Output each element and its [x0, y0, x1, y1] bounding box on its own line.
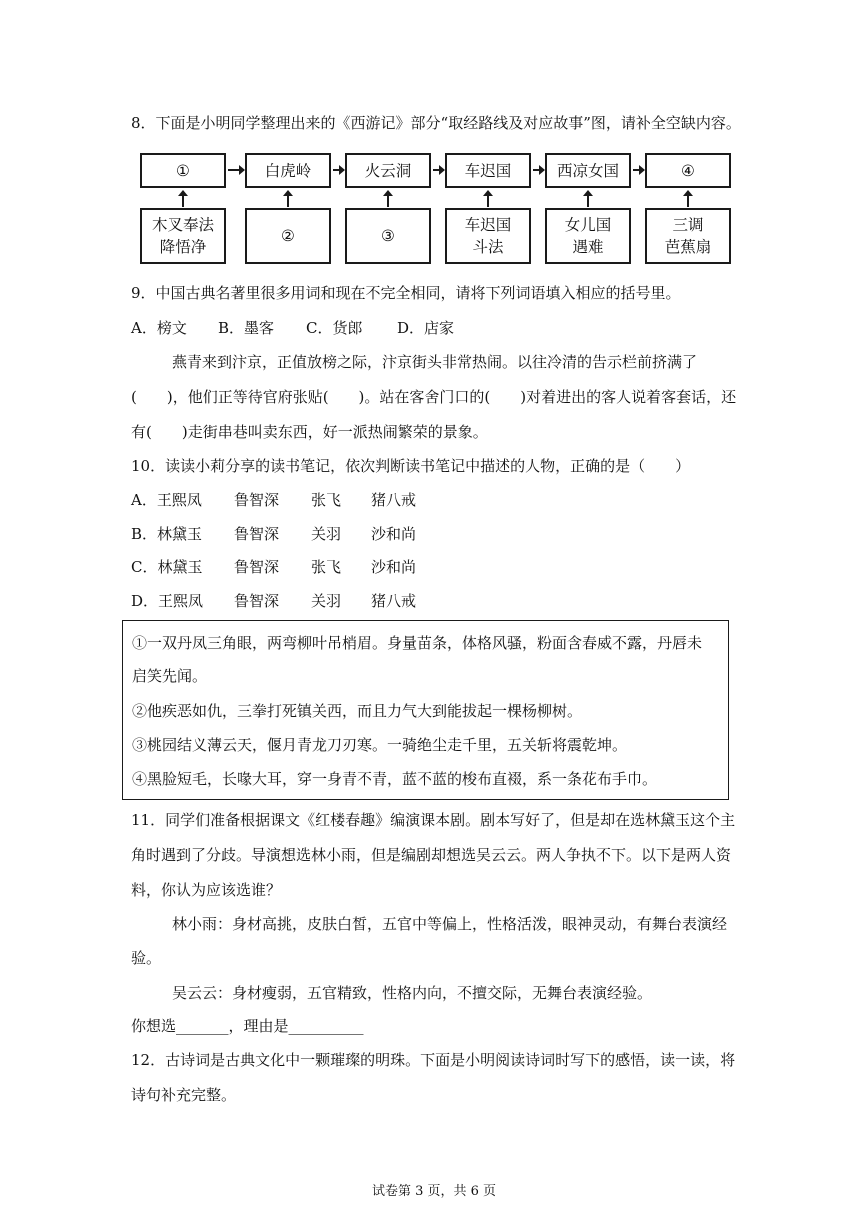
- route-arrow: [633, 169, 644, 171]
- option-name: 关羽: [311, 592, 342, 610]
- q11-text: 料，你认为应该选谁？: [131, 881, 282, 899]
- story-arrow: [487, 193, 489, 207]
- q11-answer-blank: 你想选_______，理由是__________: [131, 1017, 364, 1035]
- reading-note-line: ①一双丹凤三角眼，两弯柳叶吊梢眉。身量苗条，体格风骚，粉面含春威不露，丹唇未: [132, 634, 703, 652]
- option-name: 鲁智深: [234, 491, 280, 509]
- story-box-6: [645, 208, 731, 264]
- story-box-4: [445, 208, 531, 264]
- story-box-6-line1: 三调: [672, 216, 704, 234]
- option-name: 猪八戒: [371, 491, 417, 509]
- route-arrow: [333, 169, 344, 171]
- story-box-5-line1: 女儿国: [564, 216, 612, 234]
- option-label: C．林黛玉: [131, 558, 203, 576]
- option-label: D．王熙凤: [131, 592, 204, 610]
- q12-text: 12．古诗词是古典文化中一颗璀璨的明珠。下面是小明阅读诗词时写下的感悟，读一读，将: [131, 1051, 736, 1069]
- q9-option-b: B．墨客: [218, 319, 275, 337]
- q9-option-a: A．榜文: [131, 319, 187, 337]
- route-arrow: [228, 169, 244, 171]
- q11-profile-1-cont: 验。: [131, 949, 162, 967]
- reading-note-line: ③桃园结义薄云天，偃月青龙刀刃寒。一骑绝尘走千里，五关斩将震乾坤。: [132, 736, 628, 754]
- story-arrow: [687, 193, 689, 207]
- story-box-4-line1: 车迟国: [464, 216, 512, 234]
- story-box-5-line2: 遇难: [572, 238, 604, 256]
- q8-text: 8．下面是小明同学整理出来的《西游记》部分“取经路线及对应故事”图，请补全空缺内容。: [131, 114, 741, 132]
- q9-option-d: D．店家: [397, 319, 455, 337]
- story-box-1: [140, 208, 226, 264]
- option-name: 张飞: [311, 491, 342, 509]
- q9-passage-line: 燕青来到汴京，正值放榜之际，汴京街头非常热闹。以往冷清的告示栏前挤满了: [172, 353, 698, 371]
- q11-profile-2: 吴云云：身材瘦弱，五官精致，性格内向，不擅交际，无舞台表演经验。: [172, 984, 653, 1002]
- page-footer: 试卷第 3 页，共 6 页: [371, 1184, 497, 1199]
- story-box-5: [545, 208, 631, 264]
- option-name: 沙和尚: [371, 525, 417, 543]
- q9-passage-line: ( )，他们正等待官府张贴( )。站在客舍门口的( )对着进出的客人说着客套话，还: [131, 388, 737, 406]
- option-name: 鲁智深: [234, 592, 280, 610]
- story-box-6-line2: 芭蕉扇: [664, 238, 712, 256]
- option-name: 猪八戒: [371, 592, 417, 610]
- story-arrow: [287, 193, 289, 207]
- option-name: 鲁智深: [234, 558, 280, 576]
- reading-note-line: ④黑脸短毛，长喙大耳，穿一身青不青，蓝不蓝的梭布直裰，系一条花布手巾。: [132, 770, 658, 788]
- q11-text: 11．同学们准备根据课文《红楼春趣》编演课本剧。剧本写好了，但是却在选林黛玉这个主: [131, 811, 736, 829]
- q12-text: 诗句补充完整。: [131, 1086, 237, 1104]
- q10-text: 10．读读小莉分享的读书笔记，依次判断读书笔记中描述的人物，正确的是（ ）: [131, 457, 691, 475]
- route-box-3: 火云洞: [345, 153, 431, 188]
- q11-profile-1: 林小雨：身材高挑，皮肤白皙，五官中等偏上，性格活泼，眼神灵动，有舞台表演经: [172, 915, 728, 933]
- q9-text: 9．中国古典名著里很多用词和现在不完全相同，请将下列词语填入相应的括号里。: [131, 284, 681, 302]
- story-box-3: [345, 208, 431, 264]
- story-box-2-line1: ②: [281, 227, 295, 245]
- q9-option-c: C．货郎: [306, 319, 363, 337]
- route-box-2: 白虎岭: [245, 153, 331, 188]
- option-name: 关羽: [311, 525, 342, 543]
- story-arrow: [387, 193, 389, 207]
- story-box-1-line2: 降悟净: [159, 238, 207, 256]
- route-arrow: [433, 169, 444, 171]
- route-box-6: ④: [645, 153, 731, 188]
- story-arrow: [587, 193, 589, 207]
- story-box-4-line2: 斗法: [472, 238, 504, 256]
- route-box-1: ①: [140, 153, 226, 188]
- option-name: 沙和尚: [371, 558, 417, 576]
- option-label: A．王熙凤: [131, 491, 202, 509]
- route-box-4: 车迟国: [445, 153, 531, 188]
- option-name: 鲁智深: [234, 525, 280, 543]
- story-arrow: [182, 193, 184, 207]
- option-label: B．林黛玉: [131, 525, 203, 543]
- story-box-3-line1: ③: [381, 227, 395, 245]
- reading-note-line: ②他疾恶如仇，三拳打死镇关西，而且力气大到能拔起一棵杨柳树。: [132, 702, 583, 720]
- q9-passage-line: 有( )走街串巷叫卖东西，好一派热闹繁荣的景象。: [131, 423, 488, 441]
- story-box-2: [245, 208, 331, 264]
- option-name: 张飞: [311, 558, 342, 576]
- story-box-1-line1: 木叉奉法: [151, 216, 214, 234]
- q11-text: 角时遇到了分歧。导演想选林小雨，但是编剧却想选吴云云。两人争执不下。以下是两人资: [131, 846, 732, 864]
- reading-note-line: 启笑先闻。: [132, 667, 208, 685]
- route-box-5: 西凉女国: [545, 153, 631, 188]
- route-arrow: [533, 169, 544, 171]
